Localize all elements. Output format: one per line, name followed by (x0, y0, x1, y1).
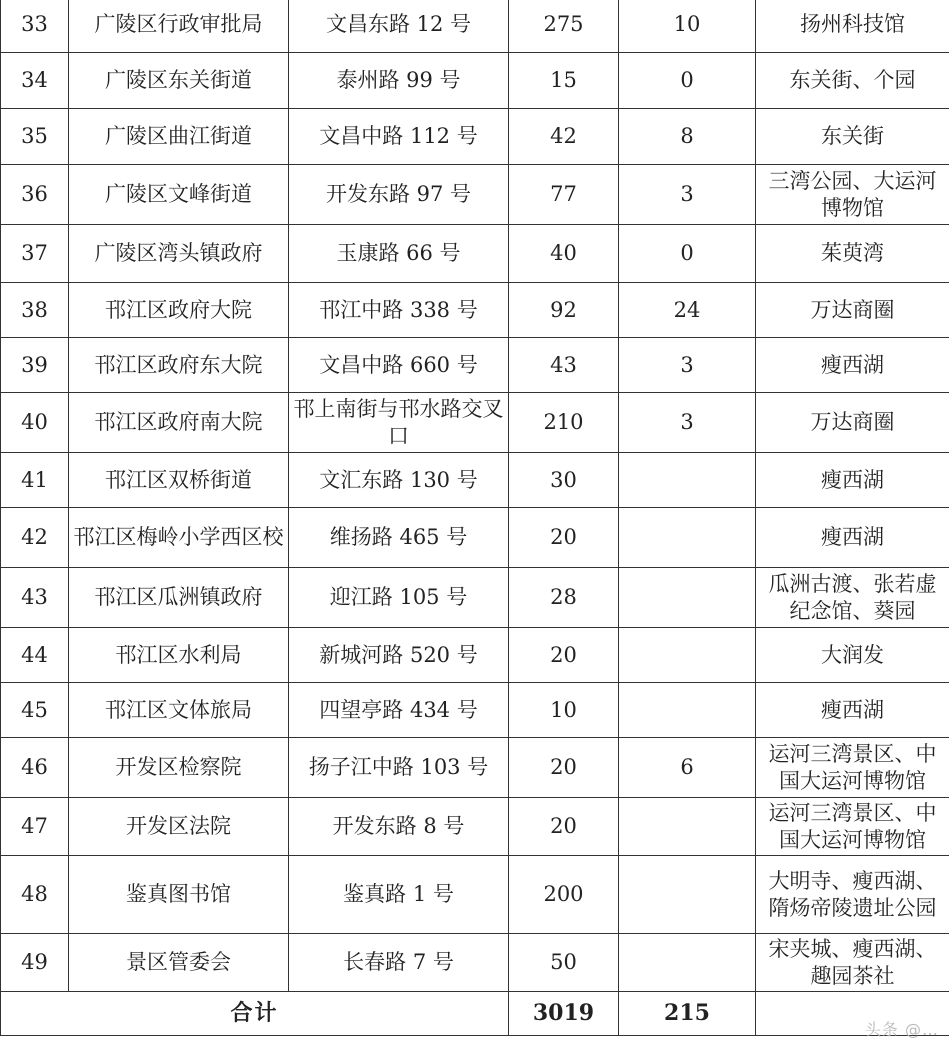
cell-charging (619, 628, 756, 683)
table-row (1, 393, 949, 453)
cell-spaces: 42 (509, 109, 619, 165)
cell-charging: 3 (619, 338, 756, 393)
cell-charging (619, 453, 756, 508)
cell-spaces: 92 (509, 283, 619, 338)
table-body (1, 0, 949, 1036)
cell-no: 47 (1, 798, 69, 856)
table-row (1, 683, 949, 738)
cell-nearby: 大润发 (756, 628, 949, 683)
cell-unit: 广陵区文峰街道 (69, 165, 289, 225)
cell-address: 文昌中路 660 号 (289, 338, 509, 393)
cell-nearby: 瘦西湖 (756, 338, 949, 393)
table-row (1, 338, 949, 393)
table-row (1, 165, 949, 225)
table-row (1, 738, 949, 798)
cell-nearby: 东关街 (756, 109, 949, 165)
cell-nearby: 东关街、个园 (756, 53, 949, 109)
cell-spaces: 40 (509, 225, 619, 283)
table-row (1, 934, 949, 992)
cell-unit: 景区管委会 (69, 934, 289, 992)
cell-address: 长春路 7 号 (289, 934, 509, 992)
cell-nearby: 茱萸湾 (756, 225, 949, 283)
cell-address: 玉康路 66 号 (289, 225, 509, 283)
cell-address: 扬子江中路 103 号 (289, 738, 509, 798)
cell-charging (619, 683, 756, 738)
cell-address: 泰州路 99 号 (289, 53, 509, 109)
cell-nearby: 三湾公园、大运河博物馆 (756, 165, 949, 225)
cell-charging (619, 798, 756, 856)
watermark: 头条 @… (864, 1020, 939, 1039)
cell-address: 文汇东路 130 号 (289, 453, 509, 508)
cell-charging: 24 (619, 283, 756, 338)
cell-address: 邗江中路 338 号 (289, 283, 509, 338)
cell-no: 35 (1, 109, 69, 165)
cell-charging: 0 (619, 53, 756, 109)
cell-no: 48 (1, 856, 69, 934)
cell-no: 46 (1, 738, 69, 798)
cell-charging (619, 508, 756, 568)
cell-no: 34 (1, 53, 69, 109)
total-spaces: 3019 (509, 992, 619, 1036)
table-row (1, 568, 949, 628)
table-row (1, 109, 949, 165)
table-row (1, 508, 949, 568)
cell-unit: 广陵区曲江街道 (69, 109, 289, 165)
cell-nearby: 扬州科技馆 (756, 0, 949, 53)
cell-charging (619, 856, 756, 934)
cell-address: 鉴真路 1 号 (289, 856, 509, 934)
cell-charging: 6 (619, 738, 756, 798)
cell-no: 36 (1, 165, 69, 225)
cell-nearby: 瓜洲古渡、张若虚纪念馆、葵园 (756, 568, 949, 628)
cell-no: 42 (1, 508, 69, 568)
cell-spaces: 15 (509, 53, 619, 109)
cell-nearby: 运河三湾景区、中国大运河博物馆 (756, 738, 949, 798)
cell-charging (619, 934, 756, 992)
cell-no: 43 (1, 568, 69, 628)
cell-spaces: 30 (509, 453, 619, 508)
cell-spaces: 28 (509, 568, 619, 628)
cell-nearby: 瘦西湖 (756, 453, 949, 508)
table-row (1, 628, 949, 683)
cell-spaces: 77 (509, 165, 619, 225)
cell-address: 开发东路 8 号 (289, 798, 509, 856)
cell-spaces: 43 (509, 338, 619, 393)
cell-charging: 10 (619, 0, 756, 53)
cell-address: 邗上南街与邗水路交叉口 (289, 393, 509, 453)
cell-unit: 邗江区梅岭小学西区校 (69, 508, 289, 568)
cell-nearby: 宋夹城、瘦西湖、趣园茶社 (756, 934, 949, 992)
table-row (1, 856, 949, 934)
table-row (1, 53, 949, 109)
cell-address: 文昌东路 12 号 (289, 0, 509, 53)
cell-charging: 3 (619, 393, 756, 453)
cell-spaces: 10 (509, 683, 619, 738)
cell-nearby: 大明寺、瘦西湖、隋炀帝陵遗址公园 (756, 856, 949, 934)
cell-charging: 0 (619, 225, 756, 283)
total-label: 合计 (1, 992, 509, 1036)
cell-no: 33 (1, 0, 69, 53)
cell-address: 文昌中路 112 号 (289, 109, 509, 165)
cell-nearby: 瘦西湖 (756, 508, 949, 568)
table-row (1, 0, 949, 53)
cell-no: 38 (1, 283, 69, 338)
cell-no: 49 (1, 934, 69, 992)
cell-nearby: 万达商圈 (756, 393, 949, 453)
cell-unit: 邗江区水利局 (69, 628, 289, 683)
cell-unit: 邗江区政府东大院 (69, 338, 289, 393)
cell-unit: 邗江区瓜洲镇政府 (69, 568, 289, 628)
cell-spaces: 50 (509, 934, 619, 992)
cell-no: 37 (1, 225, 69, 283)
table-row (1, 225, 949, 283)
cell-nearby: 万达商圈 (756, 283, 949, 338)
cell-nearby: 运河三湾景区、中国大运河博物馆 (756, 798, 949, 856)
cell-no: 45 (1, 683, 69, 738)
cell-unit: 广陵区行政审批局 (69, 0, 289, 53)
cell-unit: 邗江区文体旅局 (69, 683, 289, 738)
cell-no: 39 (1, 338, 69, 393)
cell-spaces: 210 (509, 393, 619, 453)
cell-unit: 邗江区政府大院 (69, 283, 289, 338)
cell-spaces: 275 (509, 0, 619, 53)
cell-unit: 邗江区双桥街道 (69, 453, 289, 508)
cell-charging: 8 (619, 109, 756, 165)
cell-unit: 广陵区湾头镇政府 (69, 225, 289, 283)
cell-address: 四望亭路 434 号 (289, 683, 509, 738)
cell-unit: 开发区法院 (69, 798, 289, 856)
cell-unit: 广陵区东关街道 (69, 53, 289, 109)
cell-address: 开发东路 97 号 (289, 165, 509, 225)
cell-charging (619, 568, 756, 628)
cell-spaces: 20 (509, 738, 619, 798)
cell-nearby: 瘦西湖 (756, 683, 949, 738)
cell-no: 44 (1, 628, 69, 683)
cell-spaces: 200 (509, 856, 619, 934)
cell-unit: 开发区检察院 (69, 738, 289, 798)
cell-unit: 鉴真图书馆 (69, 856, 289, 934)
table-row (1, 453, 949, 508)
cell-spaces: 20 (509, 508, 619, 568)
table-row (1, 798, 949, 856)
cell-no: 41 (1, 453, 69, 508)
cell-address: 新城河路 520 号 (289, 628, 509, 683)
cell-spaces: 20 (509, 798, 619, 856)
cell-no: 40 (1, 393, 69, 453)
total-charging: 215 (619, 992, 756, 1036)
cell-address: 维扬路 465 号 (289, 508, 509, 568)
cell-unit: 邗江区政府南大院 (69, 393, 289, 453)
cell-address: 迎江路 105 号 (289, 568, 509, 628)
cell-spaces: 20 (509, 628, 619, 683)
table-row (1, 283, 949, 338)
total-row (1, 992, 949, 1036)
cell-charging: 3 (619, 165, 756, 225)
